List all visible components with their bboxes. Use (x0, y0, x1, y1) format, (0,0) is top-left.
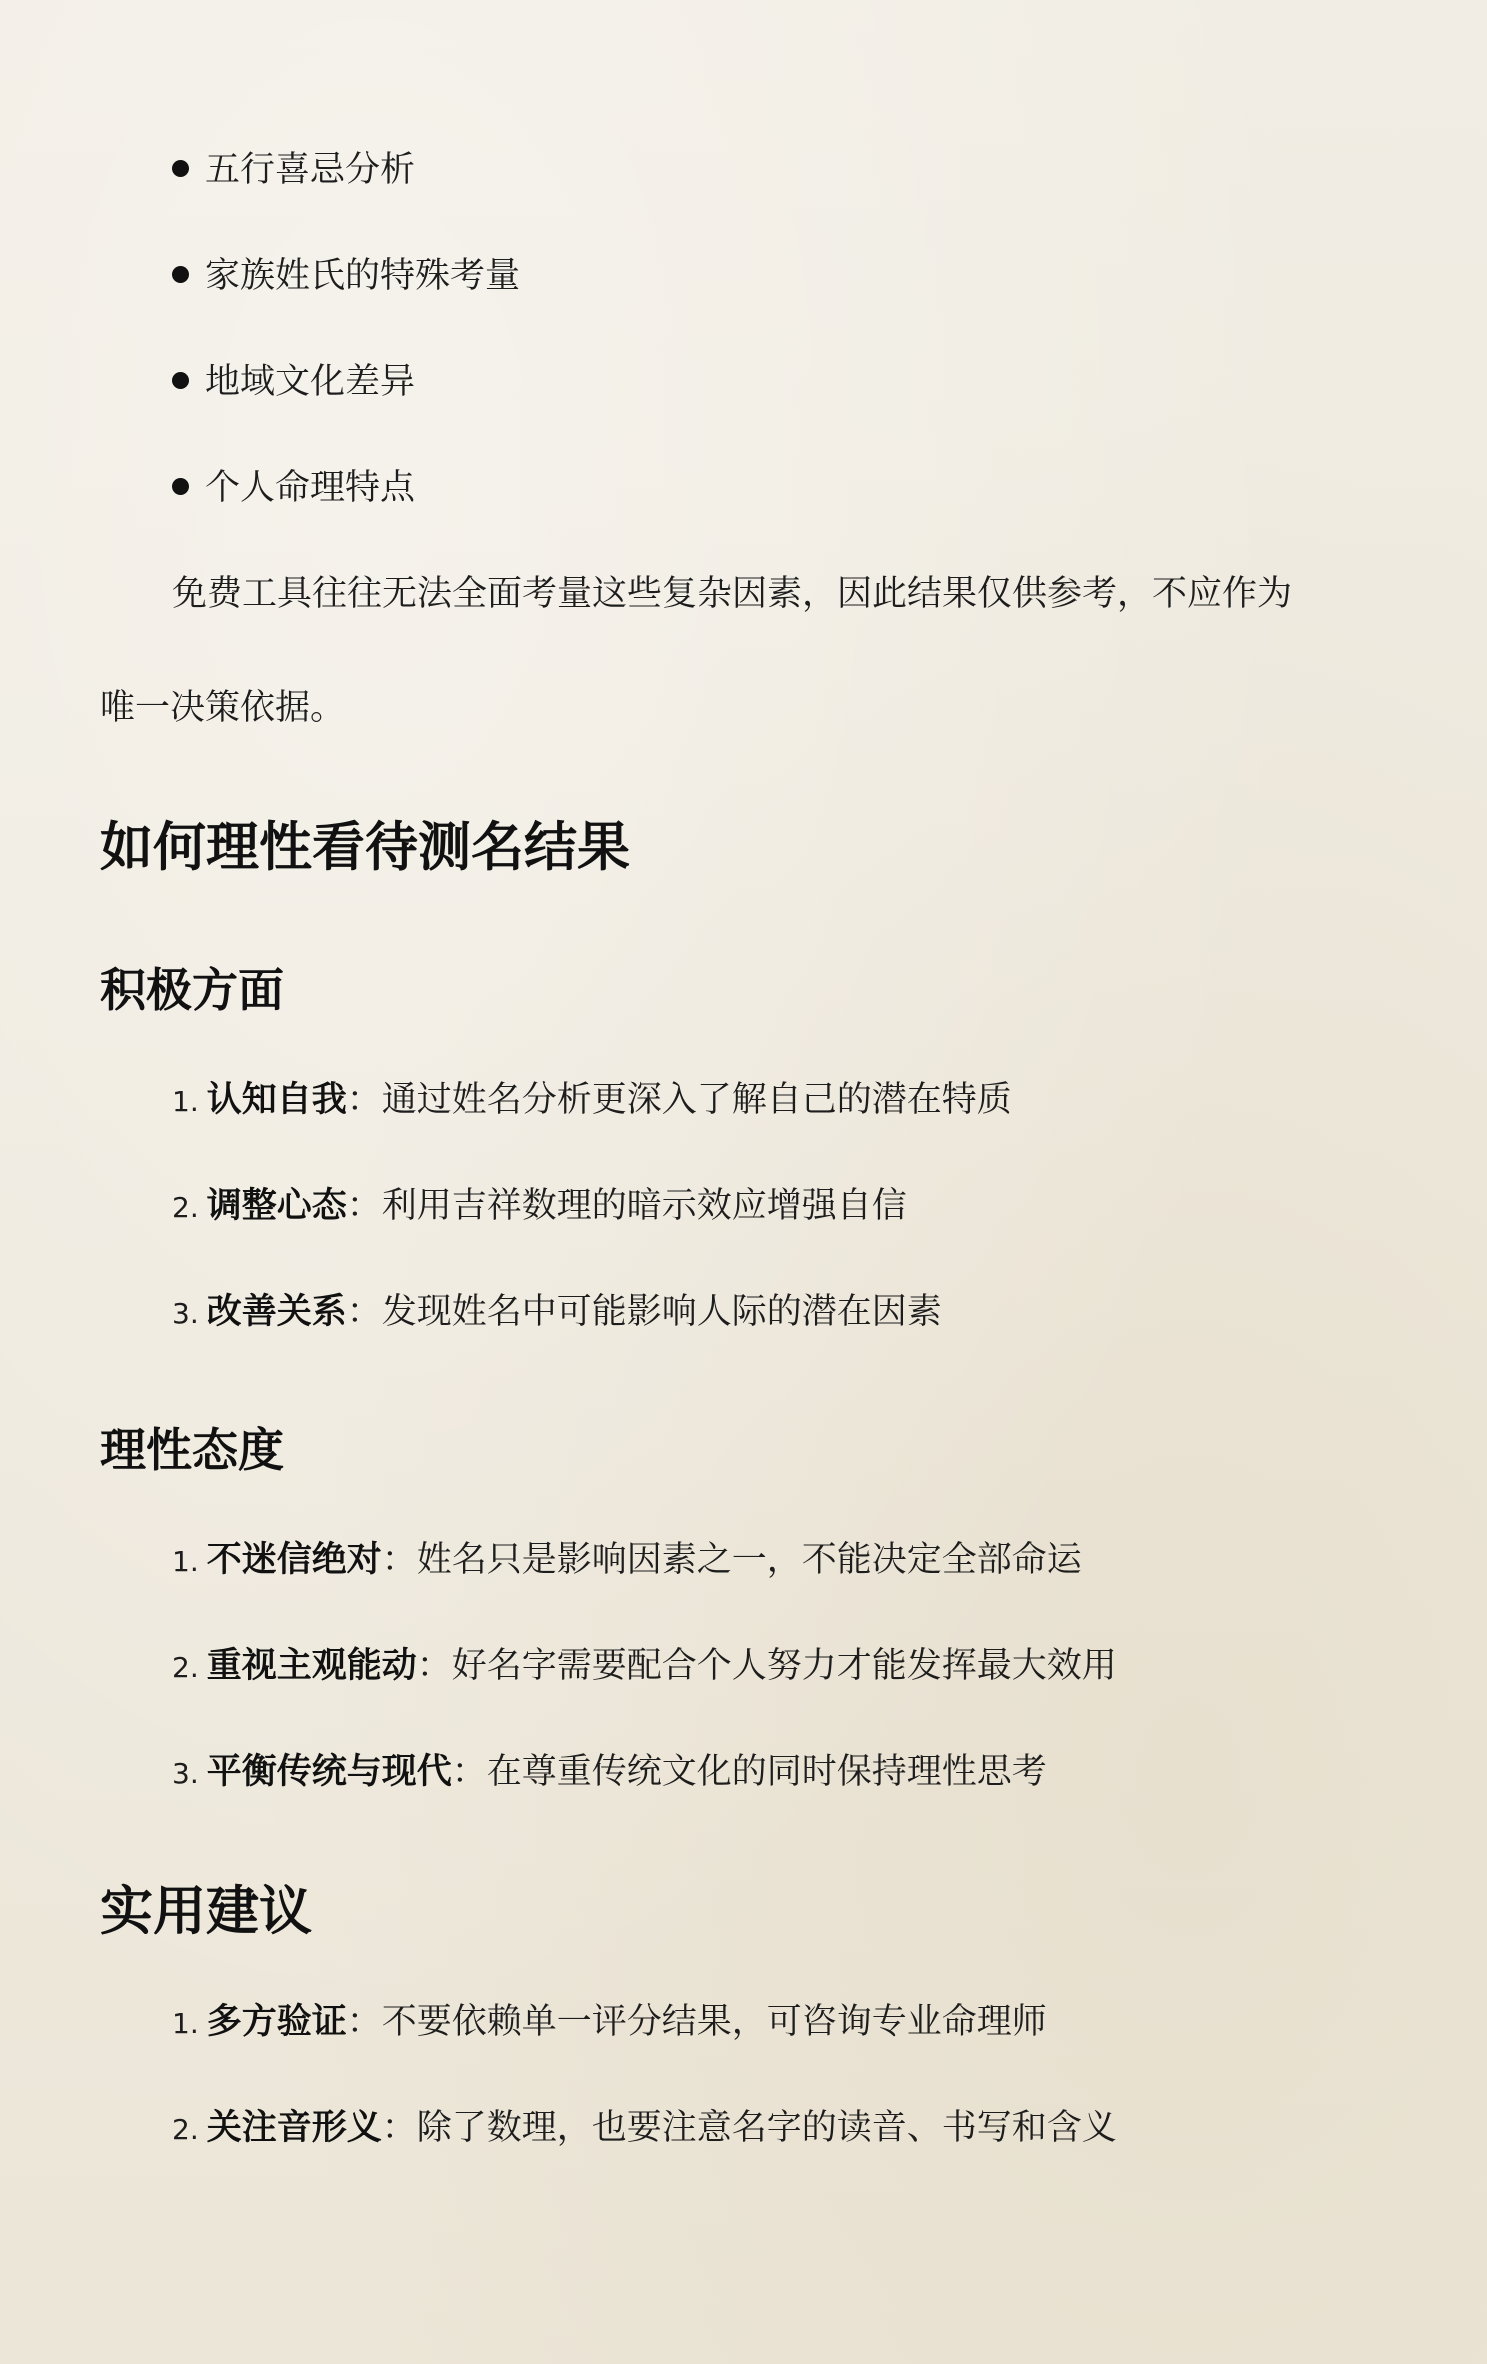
section-title: 如何理性看待测名结果 (100, 817, 630, 878)
list-item: 1. 认知自我：通过姓名分析更深入了解自己的潜在特质 (172, 1080, 1012, 1120)
bullet-dot-icon (172, 160, 189, 177)
list-item: 1. 不迷信绝对：姓名只是影响因素之一，不能决定全部命运 (172, 1540, 1082, 1580)
subsection-title: 理性态度 (100, 1423, 284, 1477)
list-item: 五行喜忌分析 (172, 150, 415, 190)
list-item: 3. 改善关系：发现姓名中可能影响人际的潜在因素 (172, 1292, 942, 1332)
list-item: 2. 调整心态：利用吉祥数理的暗示效应增强自信 (172, 1186, 907, 1226)
bullet-dot-icon (172, 266, 189, 283)
list-item: 地域文化差异 (172, 362, 415, 402)
list-item: 个人命理特点 (172, 468, 415, 508)
bullet-dot-icon (172, 478, 189, 495)
section-title: 实用建议 (100, 1881, 312, 1942)
list-item: 家族姓氏的特殊考量 (172, 256, 520, 296)
list-item: 2. 关注音形义：除了数理，也要注意名字的读音、书写和含义 (172, 2108, 1117, 2148)
bullet-dot-icon (172, 372, 189, 389)
paragraph-line: 唯一决策依据。 (100, 688, 346, 728)
list-item: 3. 平衡传统与现代：在尊重传统文化的同时保持理性思考 (172, 1752, 1047, 1792)
paragraph-line: 免费工具往往无法全面考量这些复杂因素，因此结果仅供参考，不应作为 (172, 574, 1293, 614)
subsection-title: 积极方面 (100, 963, 284, 1017)
list-item: 1. 多方验证：不要依赖单一评分结果，可咨询专业命理师 (172, 2002, 1047, 2042)
list-item: 2. 重视主观能动：好名字需要配合个人努力才能发挥最大效用 (172, 1646, 1117, 1686)
